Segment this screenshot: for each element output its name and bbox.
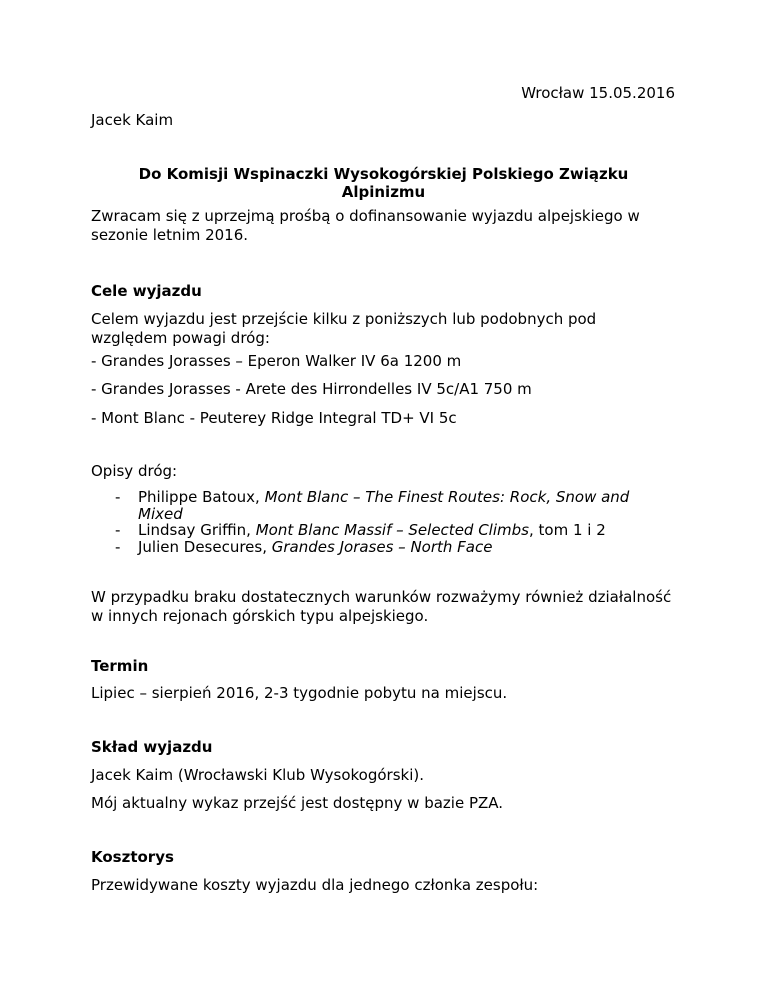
description-title: Mont Blanc – The Finest Routes: Rock, Snow and Mixed [138,488,630,523]
recipient-line-1: Do Komisji Wspinaczki Wysokogórskiej Polskiego Związku [138,165,629,183]
team-record: Mój aktualny wykaz przejść jest dostępny w bazie PZA. [91,794,504,812]
description-author: Julien Desecures, [138,537,272,556]
description-title: Mont Blanc Massif – Selected Climbs [255,521,529,539]
goals-heading: Cele wyjazdu [91,282,202,300]
description-item [91,489,676,522]
route-item: - Grandes Jorasses – Eperon Walker IV 6a 1200 m [91,352,462,370]
intro-paragraph: Zwracam się z uprzejmą prośbą o dofinansowanie wyjazdu alpejskiego w sezonie letnim 2016. [91,207,640,244]
description-suffix: , tom 1 i 2 [528,521,606,539]
term-heading: Termin [91,657,149,675]
description-author: Philippe Batoux, [138,488,265,506]
costs-paragraph: Przewidywane koszty wyjazdu dla jednego członka zespołu: [91,876,539,894]
list-dash: - [115,488,121,506]
sender-name: Jacek Kaim [91,111,174,129]
route-item: - Grandes Jorasses - Arete des Hirrondelles IV 5c/A1 750 m [91,380,532,398]
letter-date: Wrocław 15.05.2016 [521,84,675,102]
descriptions-list [91,489,676,555]
conditions-paragraph: W przypadku braku dostatecznych warunków rozważymy również działalność w innych rejonach górskich typu alpejskiego. [91,588,672,625]
description-item [91,522,676,539]
description-title: Grandes Jorases – North Face [271,537,493,556]
description-item [91,539,676,556]
description-author: Lindsay Griffin, [138,521,256,539]
term-paragraph: Lipiec – sierpień 2016, 2-3 tygodnie pobytu na miejscu. [91,684,508,702]
list-dash: - [115,537,121,556]
list-dash: - [115,521,121,539]
route-item: - Mont Blanc - Peuterey Ridge Integral TD+ VI 5c [91,409,457,427]
letter-recipient [91,165,676,201]
costs-heading: Kosztorys [91,848,174,866]
team-member: Jacek Kaim (Wrocławski Klub Wysokogórski). [91,766,425,784]
team-heading: Skład wyjazdu [91,738,213,756]
descriptions-heading: Opisy dróg: [91,462,178,480]
goals-paragraph: Celem wyjazdu jest przejście kilku z poniższych lub podobnych pod względem powagi dróg: [91,310,597,347]
recipient-line-2: Alpinizmu [341,183,426,201]
